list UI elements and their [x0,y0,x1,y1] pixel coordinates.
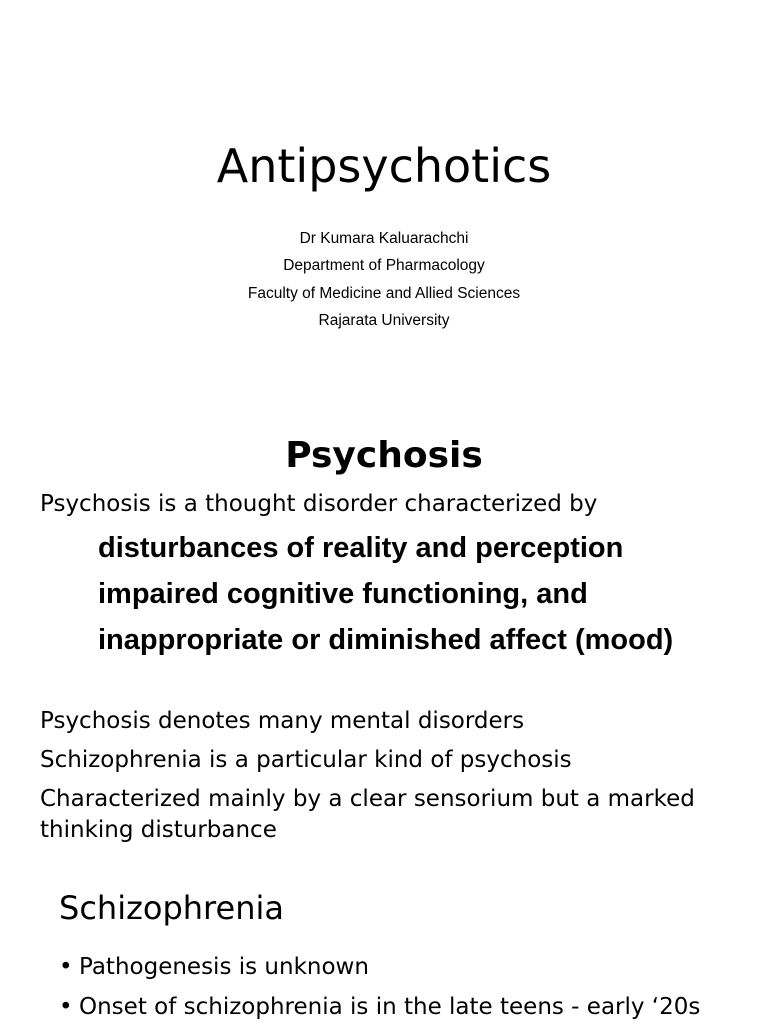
fact-item: Schizophrenia is a particular kind of psychosis [40,747,572,773]
bullet-text: Pathogenesis is unknown [79,954,369,980]
faculty-name: Faculty of Medicine and Allied Sciences [247,284,521,302]
fact-item: Psychosis denotes many mental disorders [40,708,525,734]
presentation-title: Antipsychotics [216,139,552,193]
author-name: Dr Kumara Kaluarachchi [299,230,469,247]
characteristic-item: impaired cognitive functioning, and [98,578,588,610]
department-name: Department of Pharmacology [283,257,485,275]
characteristic-item: inappropriate or diminished affect (mood) [98,624,674,656]
psychosis-slide [0,380,768,855]
characteristic-item: disturbances of reality and perception [98,532,624,564]
university-name: Rajarata University [318,311,450,329]
bullet-item [59,951,700,991]
bullet-text: Onset of schizophrenia is in the late teens - early ‘20s [79,994,701,1020]
bullet-item [59,991,700,1024]
bullet-list [59,951,700,1024]
title-slide [0,0,768,380]
bullet-icon: • [59,994,73,1020]
author-affiliation [0,228,768,337]
facts-list [40,706,740,854]
characteristics-list [98,525,673,663]
slide-title: Schizophrenia [59,889,284,927]
fact-item: Characterized mainly by a clear sensorium but a marked thinking disturbance [40,786,695,843]
intro-text: Psychosis is a thought disorder characterized by [40,491,598,517]
schizophrenia-slide [0,855,768,1024]
bullet-icon: • [59,954,73,980]
slide-title: Psychosis [285,435,483,476]
